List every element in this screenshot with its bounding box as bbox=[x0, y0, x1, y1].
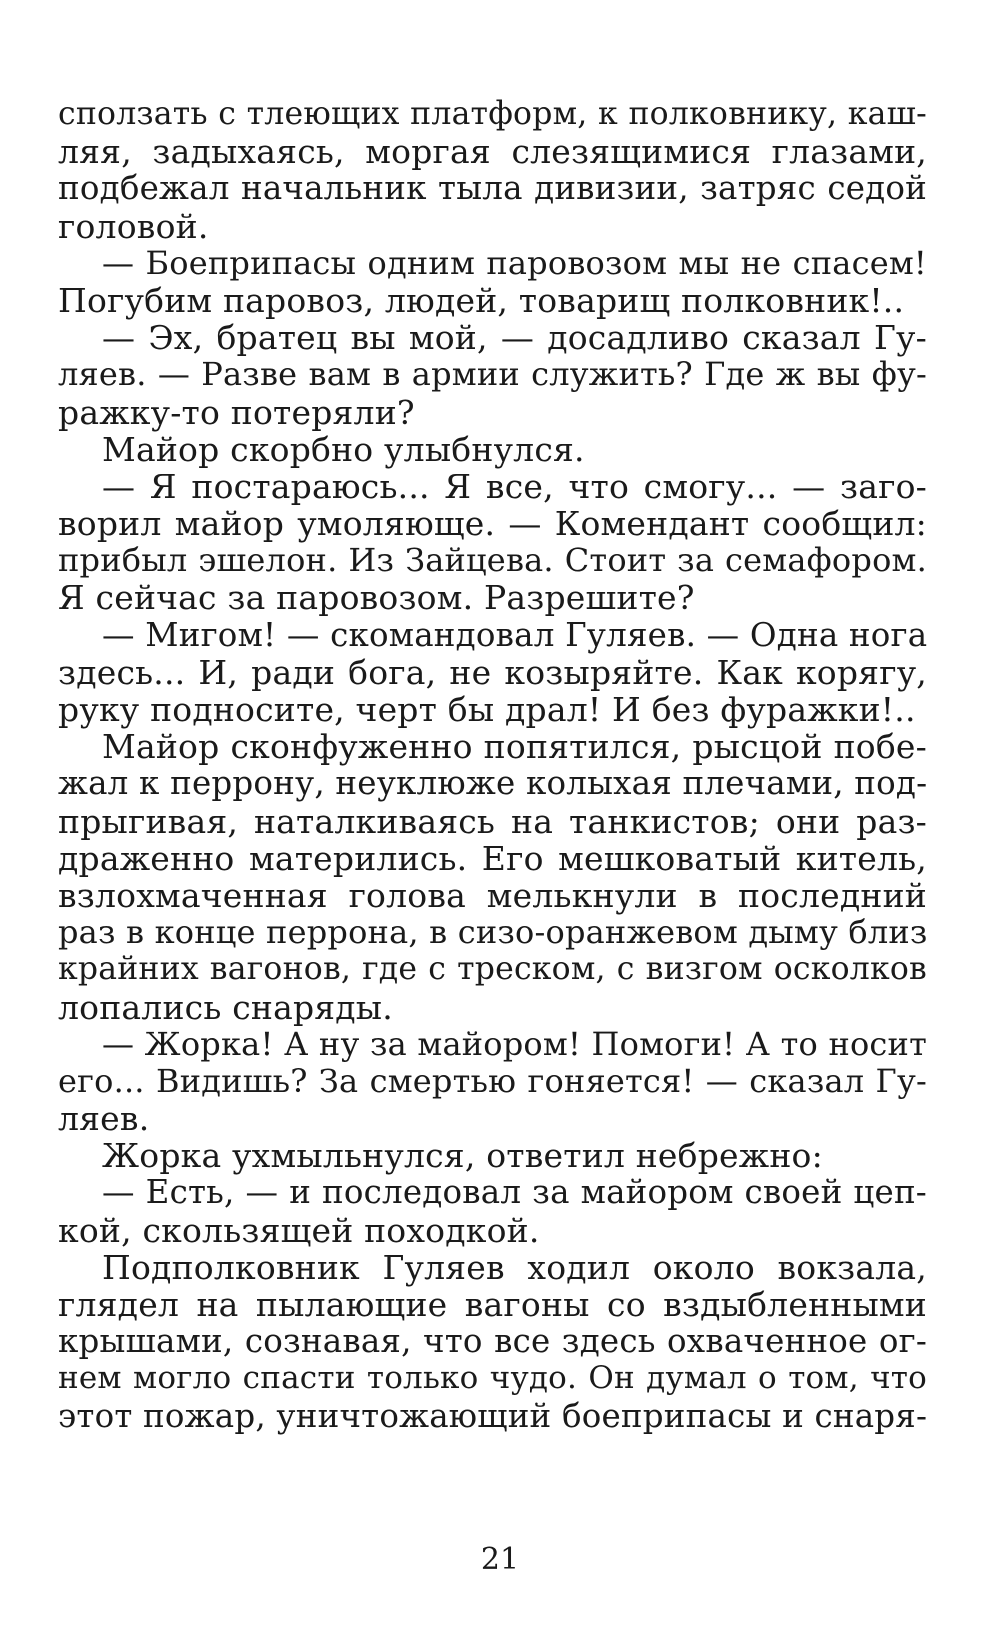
page-number: 21 bbox=[480, 1542, 520, 1577]
text-line: подбежал начальник тыла дивизии, затряс седой bbox=[58, 169, 927, 208]
text-line: Майор скорбно улыбнулся. bbox=[102, 429, 585, 469]
text-line: — Жорка! А ну за майором! Помоги! А то носит bbox=[102, 1024, 927, 1063]
text-line: глядел на пылающие вагоны со вздыбленными bbox=[58, 1285, 927, 1324]
text-line: — Боеприпасы одним паровозом мы не спасем! bbox=[102, 243, 927, 282]
text-line: прибыл эшелон. Из Зайцева. Стоит за семафором. bbox=[58, 541, 927, 580]
text-line: нем могло спасти только чудо. Он думал о том, что bbox=[58, 1360, 927, 1397]
text-line: — Есть, — и последовал за майором своей цеп- bbox=[102, 1173, 927, 1212]
text-line: Погубим паровоз, людей, товарищ полковник!.. bbox=[58, 280, 905, 320]
text-line: ворил майор умоляюще. — Комендант сообщил: bbox=[58, 504, 927, 544]
text-line: сползать с тлеющих платформ, к полковнику, каш- bbox=[58, 96, 927, 132]
text-line: здесь... И, ради бога, не козыряйте. Как корягу, bbox=[58, 652, 927, 692]
text-line: раз в конце перрона, в сизо-оранжевом дыму близ bbox=[58, 913, 928, 952]
text-line: — Мигом! — скомандовал Гуляев. — Одна нога bbox=[102, 615, 928, 654]
book-page-text bbox=[58, 96, 927, 1435]
text-line: — Эх, братец вы мой, — досадливо сказал Гу- bbox=[102, 318, 927, 358]
text-line: Подполковник Гуляев ходил около вокзала, bbox=[102, 1247, 927, 1287]
text-line: Я сейчас за паровозом. Разрешите? bbox=[58, 578, 695, 618]
text-line: его... Видишь? За смертью гоняется! — сказал Гу- bbox=[58, 1061, 927, 1100]
text-line: кой, скользящей походкой. bbox=[58, 1210, 540, 1250]
text-line: прыгивая, наталкиваясь на танкистов; они раз- bbox=[58, 801, 927, 841]
text-line: руку подносите, черт бы драл! И без фуражки!.. bbox=[58, 690, 916, 729]
text-line: драженно матерились. Его мешковатый китель, bbox=[58, 838, 927, 878]
text-line: крайних вагонов, где с треском, с визгом осколков bbox=[58, 951, 927, 988]
text-line: головой. bbox=[58, 206, 209, 246]
text-line: — Я постараюсь... Я все, что смогу... — заго- bbox=[102, 466, 927, 506]
text-line: ляев. — Разве вам в армии служить? Где ж вы фу- bbox=[58, 355, 927, 394]
text-line: этот пожар, уничтожающий боеприпасы и снаря- bbox=[58, 1396, 928, 1435]
text-line: ражку-то потеряли? bbox=[58, 392, 415, 432]
text-line: крышами, сознавая, что все здесь охваченное ог- bbox=[58, 1322, 927, 1361]
text-line: жал к перрону, неуклюже колыхая плечами, под- bbox=[58, 764, 928, 803]
text-line: ляя, задыхаясь, моргая слезящимися глазами, bbox=[58, 132, 927, 172]
text-line: лопались снаряды. bbox=[58, 987, 393, 1027]
text-line: Жорка ухмыльнулся, ответил небрежно: bbox=[102, 1136, 823, 1176]
text-line: Майор сконфуженно попятился, рысцой побе- bbox=[102, 727, 927, 767]
text-line: взлохмаченная голова мелькнули в последний bbox=[58, 875, 927, 915]
text-line: ляев. bbox=[58, 1099, 150, 1139]
